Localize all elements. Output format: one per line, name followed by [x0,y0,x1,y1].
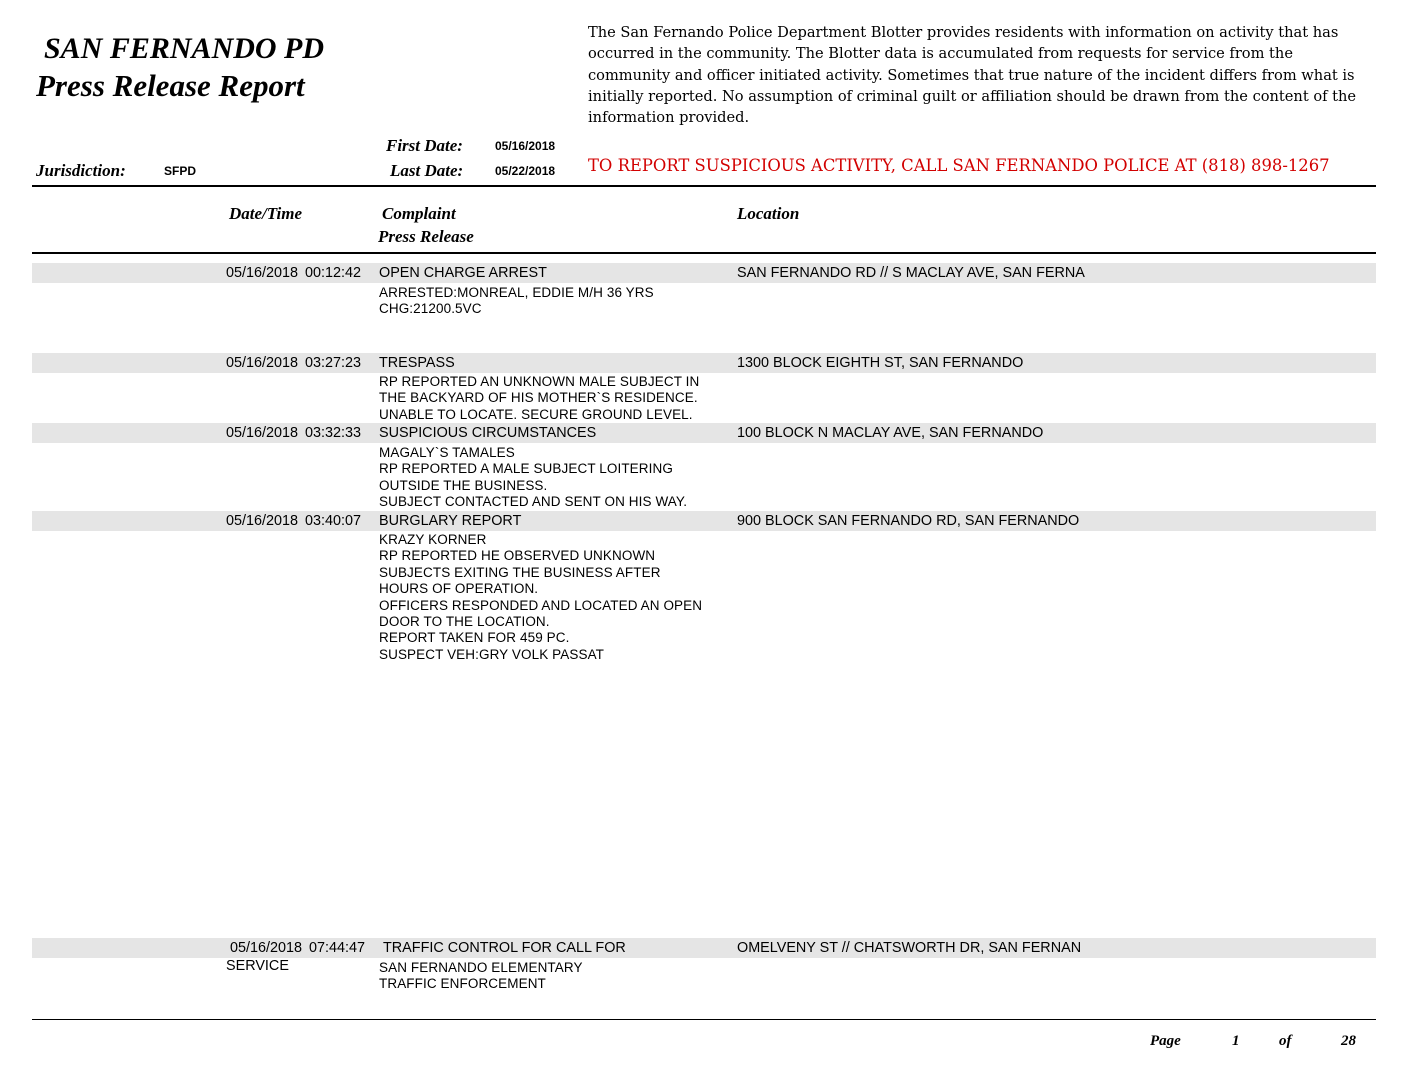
of-label: of [1279,1033,1292,1049]
record-location: 1300 BLOCK EIGHTH ST, SAN FERNANDO [737,355,1024,371]
record-press-release [379,445,687,511]
note-line: THE BACKYARD OF HIS MOTHER`S RESIDENCE. [379,390,698,406]
note-line: HOURS OF OPERATION. [379,581,539,597]
record-complaint: BURGLARY REPORT [379,513,522,529]
record-time: 03:40:07 [305,513,362,529]
col-press-release: Press Release [378,227,474,246]
note-line: OUTSIDE THE BUSINESS. [379,477,548,493]
col-location: Location [737,204,800,223]
page-number: 1 [1232,1033,1240,1049]
record-time: 07:44:47 [309,940,366,956]
first-date-value: 05/16/2018 [495,139,556,153]
record-complaint: TRESPASS [379,355,455,371]
last-date-value: 05/22/2018 [495,164,556,178]
page-label: Page [1150,1033,1181,1049]
record-complaint-wrap: SERVICE [226,958,289,974]
record-location: OMELVENY ST // CHATSWORTH DR, SAN FERNAN [737,940,1082,956]
column-header-rule [32,252,1376,254]
col-complaint: Complaint [382,204,456,223]
record-date: 05/16/2018 [226,355,299,371]
note-line: SAN FERNANDO ELEMENTARY [379,960,583,975]
note-line: TRAFFIC ENFORCEMENT [379,976,546,992]
record-date: 05/16/2018 [226,513,299,529]
jurisdiction-value: SFPD [164,164,197,178]
note-line: KRAZY KORNER [379,532,487,547]
last-date-label: Last Date: [390,161,464,180]
note-line: RP REPORTED A MALE SUBJECT LOITERING [379,461,673,477]
note-line: ARRESTED:MONREAL, EDDIE M/H 36 YRS [379,285,654,300]
record-date: 05/16/2018 [226,425,299,441]
note-line: REPORT TAKEN FOR 459 PC. [379,630,570,646]
jurisdiction-label: Jurisdiction: [36,161,126,180]
first-date-label: First Date: [386,136,463,155]
record-location: 100 BLOCK N MACLAY AVE, SAN FERNANDO [737,425,1044,441]
record-date: 05/16/2018 [226,265,299,281]
note-line: DOOR TO THE LOCATION. [379,614,550,630]
record-time: 03:27:23 [305,355,362,371]
note-line: UNABLE TO LOCATE. SECURE GROUND LEVEL. [379,406,693,422]
note-line: RP REPORTED HE OBSERVED UNKNOWN [379,548,656,564]
note-line: MAGALY`S TAMALES [379,445,515,460]
record-complaint: SUSPICIOUS CIRCUMSTANCES [379,425,597,441]
record-complaint: OPEN CHARGE ARREST [379,265,547,281]
note-line: OFFICERS RESPONDED AND LOCATED AN OPEN [379,597,703,613]
record-complaint: TRAFFIC CONTROL FOR CALL FOR [383,940,626,956]
footer-rule [32,1019,1376,1020]
agency-name: SAN FERNANDO PD [44,32,325,65]
record-location: 900 BLOCK SAN FERNANDO RD, SAN FERNANDO [737,513,1080,529]
record-press-release [379,374,699,423]
note-line: SUSPECT VEH:GRY VOLK PASSAT [379,646,605,662]
record-press-release [379,532,702,663]
note-line: SUBJECTS EXITING THE BUSINESS AFTER [379,564,661,580]
note-line: RP REPORTED AN UNKNOWN MALE SUBJECT IN [379,374,700,389]
report-title: Press Release Report [36,68,305,103]
report-alert: TO REPORT SUSPICIOUS ACTIVITY, CALL SAN FERNANDO POLICE AT (818) 898-1267 [588,156,1330,175]
record-press-release [379,285,654,318]
record-press-release [379,960,583,993]
col-datetime: Date/Time [229,204,303,223]
record-time: 03:32:33 [305,425,362,441]
disclaimer-text: The San Fernando Police Department Blotter provides residents with information on activity that has occurred in the community. The Blotter data is accumulated from requests for service from the community and officer initiated activity. Sometimes that true nature of the incident differs from what is initially reported. No assumption of criminal guilt or affiliation should be drawn from the content of the information provided. [588,24,1357,127]
note-line: SUBJECT CONTACTED AND SENT ON HIS WAY. [379,494,688,510]
record-time: 00:12:42 [305,265,362,281]
total-pages: 28 [1341,1033,1356,1049]
note-line: CHG:21200.5VC [379,301,482,317]
record-date: 05/16/2018 [230,940,303,956]
header-rule [32,185,1376,187]
record-location: SAN FERNANDO RD // S MACLAY AVE, SAN FERNA [737,265,1085,281]
